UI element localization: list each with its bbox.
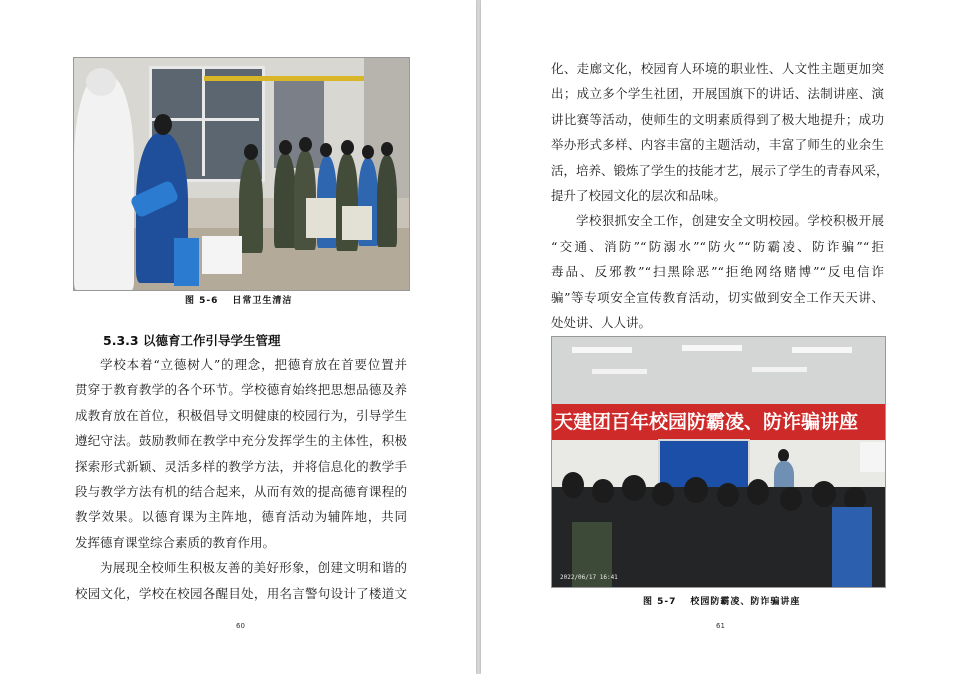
page-number: 61	[716, 622, 725, 630]
text-line: 教学效果。以德育课为主阵地，德育活动为辅阵地，共同	[75, 509, 407, 525]
figure-title: 校园防霸凌、防诈骗讲座	[690, 597, 801, 607]
body-text	[75, 352, 407, 606]
text-line: 举办形式多样、内容丰富的主题活动，丰富了师生的业余生	[551, 137, 884, 153]
text-line: 探索形式新颖、灵活多样的教学方法，并将信息化的教学手	[75, 458, 407, 474]
body-text	[551, 56, 889, 335]
text-line: 成教育放在首位，积极倡导文明健康的校园行为，引导学生	[75, 407, 407, 423]
text-line: 毒品、反邪教”“扫黑除恶”“拒绝网络赌博”“反电信诈	[551, 264, 884, 280]
photo-banner-text: 天建团百年校园防霸凌、防诈骗讲座	[552, 404, 885, 440]
figure-caption	[643, 594, 800, 607]
figure-caption	[185, 293, 292, 306]
text-line: 发挥德育课堂综合素质的教育作用。	[75, 534, 276, 550]
figure-number: 图 5-7	[643, 597, 677, 607]
photo-timestamp: 2022/06/17 16:41	[560, 574, 618, 581]
lecture-photo	[551, 336, 886, 588]
text-line: 讲比赛等活动，使师生的文明素质得到了极大地提升；成功	[551, 111, 884, 127]
text-line: 段与教学方法有机的结合起来，从而有效的提高德育课程的	[75, 484, 407, 500]
text-line: “交通、消防”“防溺水”“防火”“防霸凌、防诈骗”“拒	[551, 238, 884, 254]
text-line: 校园文化，学校在校园各醒目处，用名言警句设计了楼道文	[75, 585, 407, 601]
page-number: 60	[236, 622, 245, 630]
text-line: 为展现全校师生积极友善的美好形象，创建文明和谐的	[100, 560, 407, 576]
text-line: 出；成立多个学生社团，开展国旗下的讲话、法制讲座、演	[551, 86, 884, 102]
right-page	[481, 0, 956, 674]
text-line: 骗”等专项安全宣传教育活动，切实做到安全工作天天讲、	[551, 289, 884, 305]
text-line: 贯穿于教育教学的各个环节。学校德育始终把思想品德及养	[75, 382, 407, 398]
section-heading: 5.3.3 以德育工作引导学生管理	[103, 333, 281, 348]
cleaning-photo	[73, 57, 410, 291]
text-line: 活，培养、锻炼了学生的技能才艺，展示了学生的青春风采，	[551, 162, 889, 178]
text-line: 处处讲、人人讲。	[551, 315, 652, 331]
text-line: 提升了校园文化的层次和品味。	[551, 188, 727, 204]
text-line: 化、走廊文化，校园育人环境的职业性、人文性主题更加突	[551, 61, 884, 76]
text-line: 学校狠抓安全工作，创建安全文明校园。学校积极开展	[576, 213, 884, 229]
figure-number: 图 5-6	[185, 296, 219, 306]
text-line: 遵纪守法。鼓励教师在教学中充分发挥学生的主体性，积极	[75, 433, 407, 449]
left-page	[0, 0, 476, 674]
figure-title: 日常卫生清洁	[232, 296, 293, 306]
text-line: 学校本着“立德树人”的理念，把德育放在首要位置并	[100, 357, 407, 372]
